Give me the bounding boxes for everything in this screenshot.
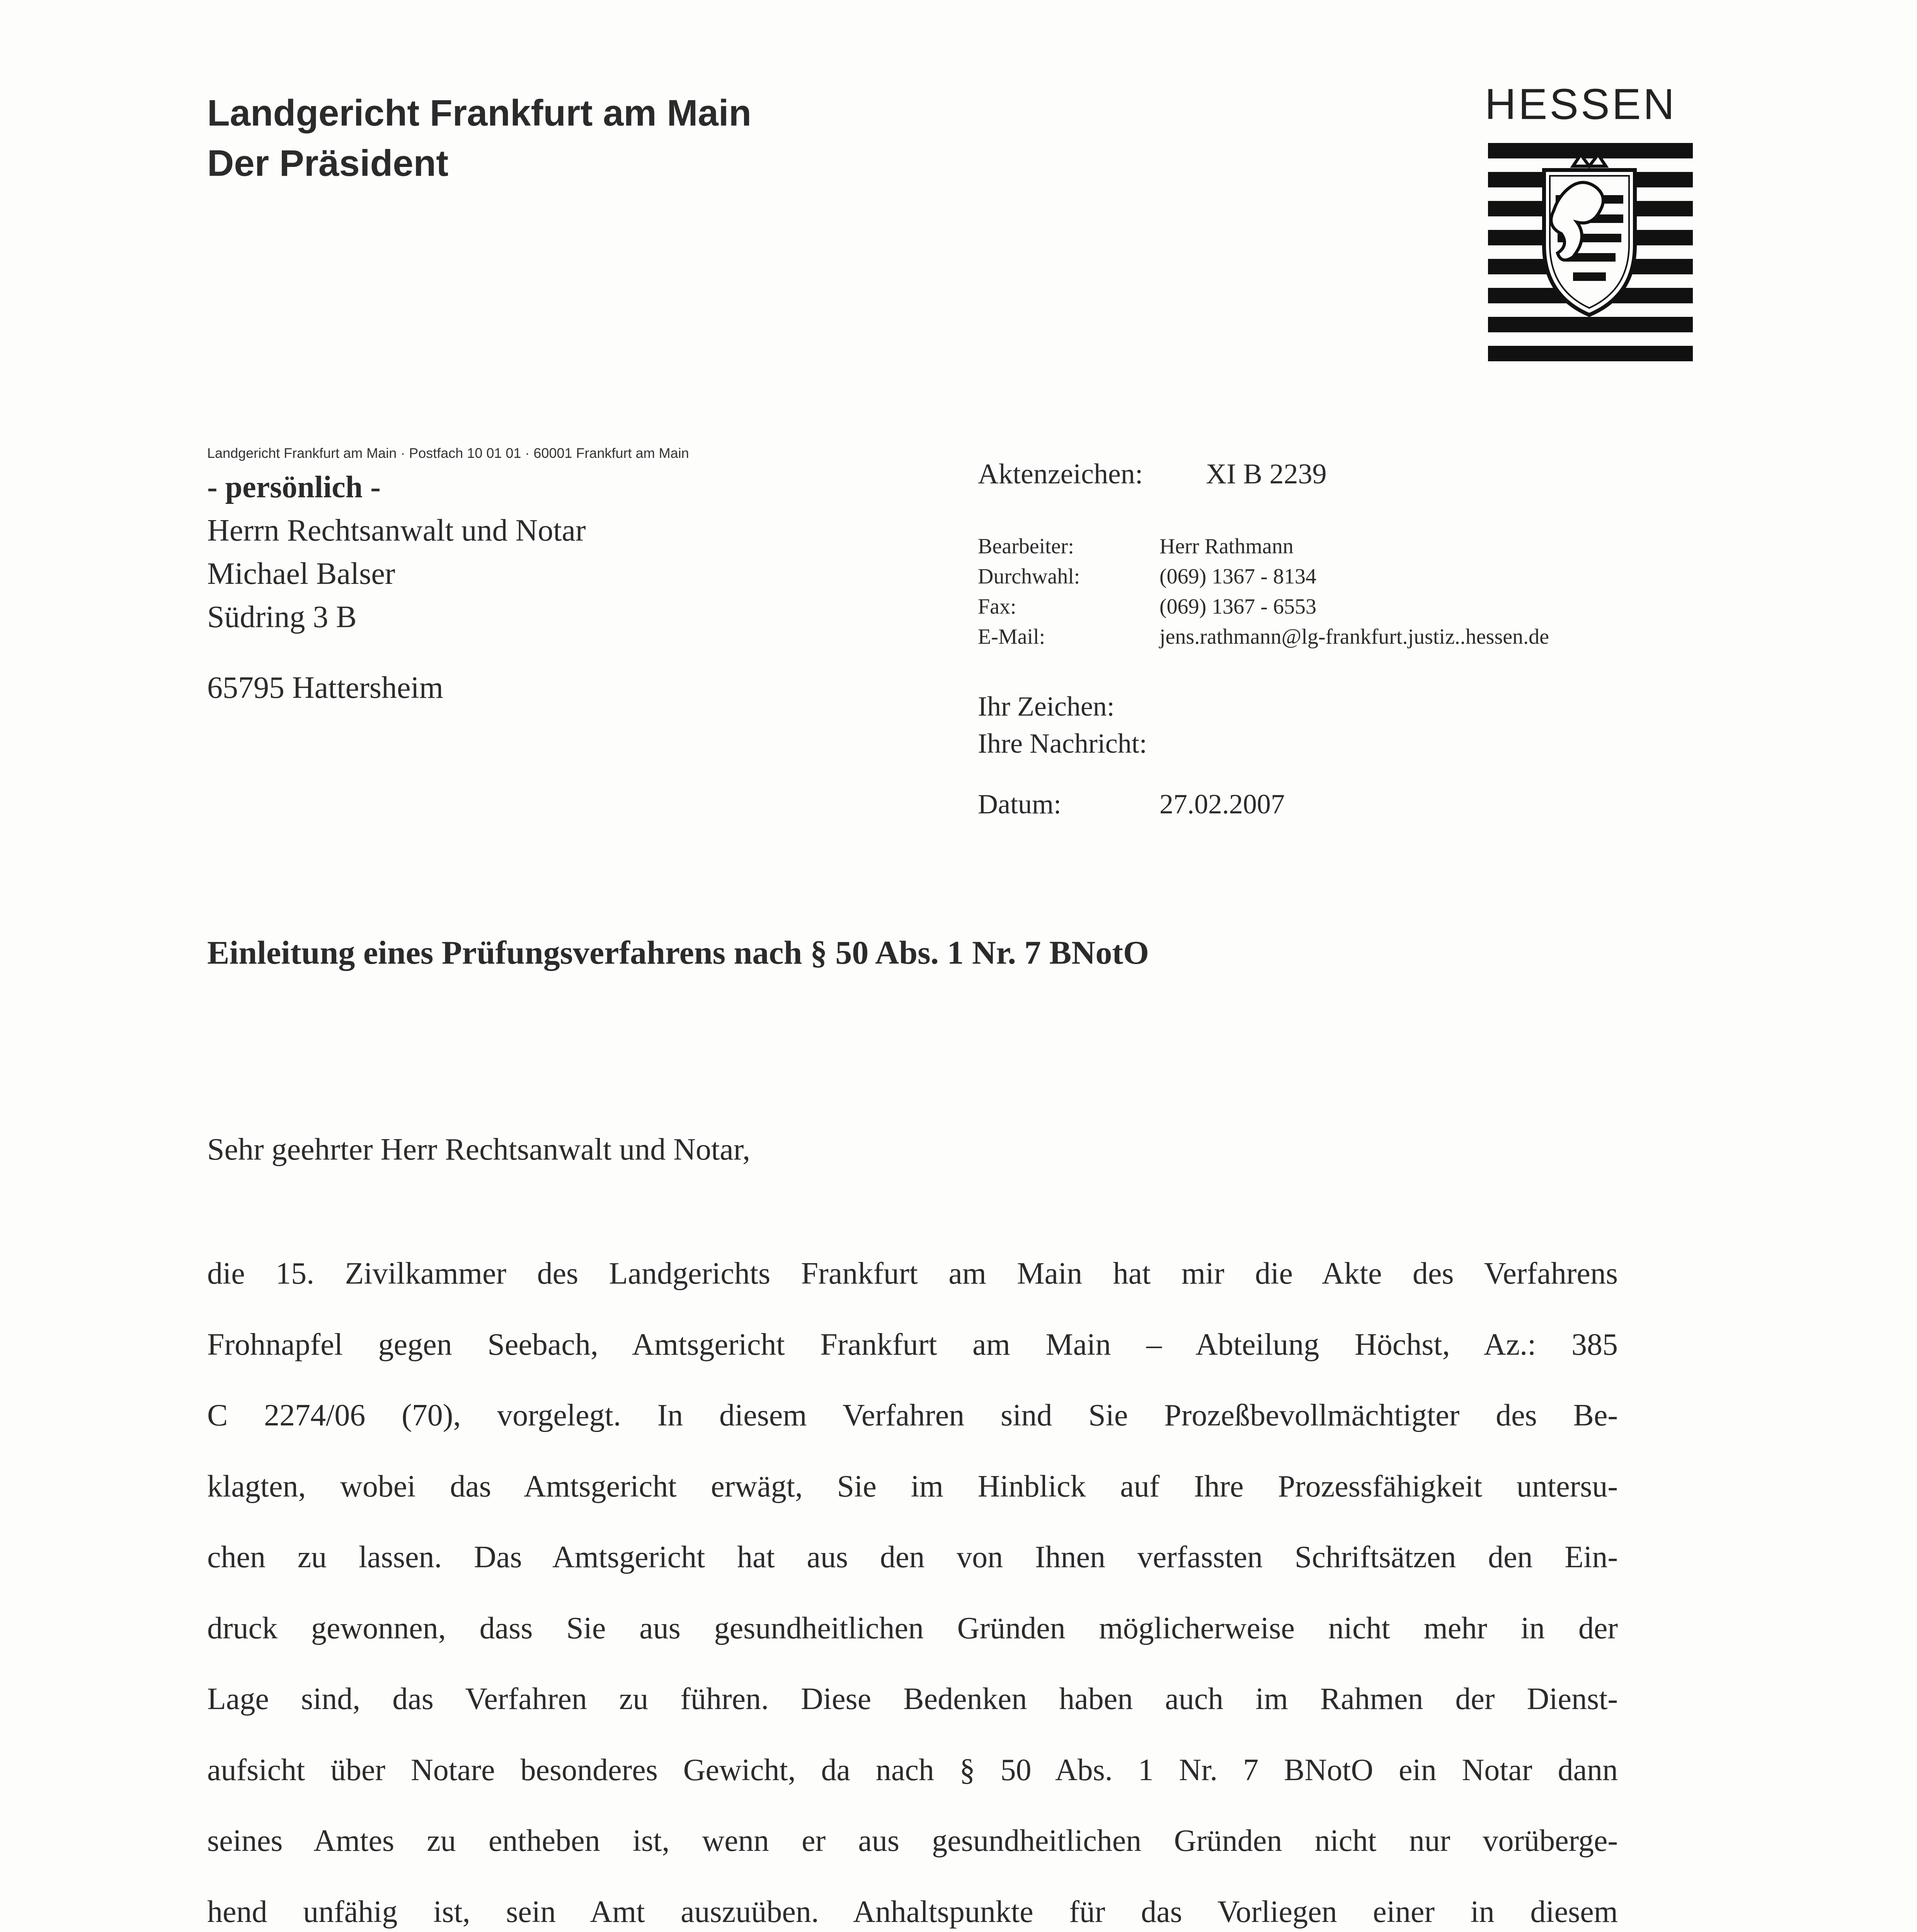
recipient-city: 65795 Hattersheim <box>207 671 443 705</box>
contact-row <box>978 561 1674 592</box>
salutation: Sehr geehrter Herr Rechtsanwalt und Notar, <box>207 1133 751 1167</box>
recipient-name: Michael Balser <box>207 557 395 591</box>
recipient-title: Herrn Rechtsanwalt und Notar <box>207 514 586 548</box>
contact-details <box>978 531 1674 652</box>
file-reference <box>978 458 1327 491</box>
recipient-street: Südring 3 B <box>207 600 357 634</box>
body-line: chen zu lassen. Das Amtsgericht hat aus den von Ihnen verfassten Schriftsätzen den Ein- <box>207 1540 1618 1574</box>
court-office: Der Präsident <box>207 143 449 184</box>
hessen-coat-of-arms-logo <box>1469 79 1693 365</box>
your-reference <box>978 688 1147 762</box>
contact-row <box>978 622 1674 652</box>
contact-row <box>978 531 1674 561</box>
body-line: C 2274/06 (70), vorgelegt. In diesem Verfahren sind Sie Prozeßbevollmächtigter des Be- <box>207 1398 1618 1432</box>
body-line: klagten, wobei das Amtsgericht erwägt, Sie im Hinblick auf Ihre Prozessfähigkeit untersu- <box>207 1469 1618 1503</box>
state-label: HESSEN <box>1485 80 1677 128</box>
letter-subject: Einleitung eines Prüfungsverfahrens nach § 50 Abs. 1 Nr. 7 BNotO <box>207 934 1149 971</box>
sender-return-address: Landgericht Frankfurt am Main · Postfach 10 01 01 · 60001 Frankfurt am Main <box>207 445 689 461</box>
body-line: aufsicht über Notare besonderes Gewicht, da nach § 50 Abs. 1 Nr. 7 BNotO ein Notar dann <box>207 1753 1618 1787</box>
your-sign-label: Ihr Zeichen: <box>978 691 1115 722</box>
body-line: seines Amtes zu entheben ist, wenn er aus gesundheitlichen Gründen nicht nur vorüberge- <box>207 1824 1618 1858</box>
body-line: druck gewonnen, dass Sie aus gesundheitlichen Gründen möglicherweise nicht mehr in der <box>207 1611 1618 1645</box>
date-value: 27.02.2007 <box>1159 789 1285 820</box>
body-line: hend unfähig ist, sein Amt auszuüben. Anhaltspunkte für das Vorliegen einer in diesem <box>207 1895 1618 1929</box>
contact-value: (069) 1367 - 8134 <box>1159 565 1316 588</box>
date-label: Datum: <box>978 789 1061 820</box>
recipient-address <box>207 466 586 639</box>
letter-date <box>978 788 1285 820</box>
file-reference-label: Aktenzeichen: <box>978 458 1143 490</box>
state-logo-icon <box>1469 79 1693 365</box>
body-line: Frohnapfel gegen Seebach, Amtsgericht Frankfurt am Main – Abteilung Höchst, Az.: 385 <box>207 1327 1618 1362</box>
body-line: Lage sind, das Verfahren zu führen. Diese Bedenken haben auch im Rahmen der Dienst- <box>207 1682 1618 1716</box>
contact-label: Durchwahl: <box>978 565 1080 588</box>
contact-email: jens.rathmann@lg-frankfurt.justiz..hessen.de <box>1159 625 1549 649</box>
contact-row <box>978 592 1674 622</box>
file-reference-value: XI B 2239 <box>1206 458 1327 490</box>
contact-label: Bearbeiter: <box>978 534 1074 558</box>
contact-value: (069) 1367 - 6553 <box>1159 595 1316 619</box>
contact-value: Herr Rathmann <box>1159 534 1294 558</box>
court-name: Landgericht Frankfurt am Main <box>207 92 752 134</box>
personal-note: - persönlich - <box>207 470 381 504</box>
letter-body <box>207 1238 1618 1932</box>
body-line: die 15. Zivilkammer des Landgerichts Frankfurt am Main hat mir die Akte des Verfahrens <box>207 1257 1618 1291</box>
contact-label: Fax: <box>978 595 1016 619</box>
court-letterhead <box>207 88 751 189</box>
contact-label: E-Mail: <box>978 625 1045 649</box>
your-message-label: Ihre Nachricht: <box>978 728 1147 759</box>
